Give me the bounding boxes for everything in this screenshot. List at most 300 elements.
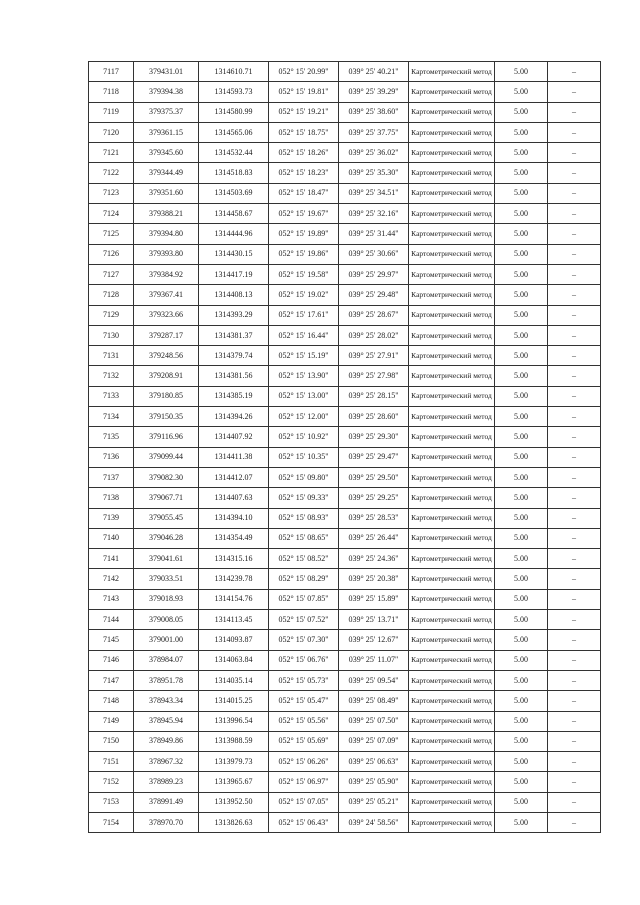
- cell-x-coordinate: 379287.17: [134, 325, 199, 345]
- table-row: [89, 447, 601, 467]
- cell-latitude: 052° 15' 05.73": [269, 670, 339, 690]
- cell-longitude: 039° 25' 09.54": [339, 670, 409, 690]
- cell-longitude: 039° 25' 15.89": [339, 589, 409, 609]
- cell-method: Картометрический метод: [409, 528, 495, 548]
- cell-point-number: 7146: [89, 650, 134, 670]
- cell-longitude: 039° 25' 05.21": [339, 792, 409, 812]
- cell-accuracy: 5.00: [495, 752, 548, 772]
- cell-longitude: 039° 25' 07.09": [339, 731, 409, 751]
- cell-point-number: 7131: [89, 346, 134, 366]
- cell-point-number: 7136: [89, 447, 134, 467]
- cell-x-coordinate: 379351.60: [134, 183, 199, 203]
- table-row: [89, 752, 601, 772]
- cell-y-coordinate: 1313988.59: [199, 731, 269, 751]
- cell-method: Картометрический метод: [409, 407, 495, 427]
- cell-y-coordinate: 1314315.16: [199, 549, 269, 569]
- cell-note: –: [548, 691, 601, 711]
- cell-accuracy: 5.00: [495, 589, 548, 609]
- cell-longitude: 039° 25' 36.02": [339, 143, 409, 163]
- cell-latitude: 052° 15' 06.43": [269, 812, 339, 832]
- cell-method: Картометрический метод: [409, 264, 495, 284]
- cell-method: Картометрический метод: [409, 711, 495, 731]
- cell-y-coordinate: 1314035.14: [199, 670, 269, 690]
- cell-point-number: 7126: [89, 244, 134, 264]
- cell-x-coordinate: 378991.49: [134, 792, 199, 812]
- cell-accuracy: 5.00: [495, 528, 548, 548]
- cell-point-number: 7127: [89, 264, 134, 284]
- cell-method: Картометрический метод: [409, 386, 495, 406]
- cell-x-coordinate: 378970.70: [134, 812, 199, 832]
- cell-x-coordinate: 379345.60: [134, 143, 199, 163]
- cell-longitude: 039° 25' 05.90": [339, 772, 409, 792]
- cell-x-coordinate: 379046.28: [134, 528, 199, 548]
- table-row: [89, 285, 601, 305]
- cell-accuracy: 5.00: [495, 62, 548, 82]
- cell-method: Картометрический метод: [409, 508, 495, 528]
- table-row: [89, 82, 601, 102]
- cell-x-coordinate: 379248.56: [134, 346, 199, 366]
- cell-y-coordinate: 1314407.92: [199, 427, 269, 447]
- cell-point-number: 7133: [89, 386, 134, 406]
- cell-method: Картометрический метод: [409, 630, 495, 650]
- cell-latitude: 052° 15' 08.52": [269, 549, 339, 569]
- cell-note: –: [548, 427, 601, 447]
- cell-latitude: 052° 15' 18.26": [269, 143, 339, 163]
- table-row: [89, 386, 601, 406]
- cell-accuracy: 5.00: [495, 691, 548, 711]
- cell-method: Картометрический метод: [409, 427, 495, 447]
- table-row: [89, 62, 601, 82]
- cell-note: –: [548, 325, 601, 345]
- cell-method: Картометрический метод: [409, 366, 495, 386]
- cell-latitude: 052° 15' 10.35": [269, 447, 339, 467]
- cell-longitude: 039° 25' 28.02": [339, 325, 409, 345]
- cell-x-coordinate: 379388.21: [134, 204, 199, 224]
- cell-accuracy: 5.00: [495, 447, 548, 467]
- cell-point-number: 7141: [89, 549, 134, 569]
- cell-accuracy: 5.00: [495, 386, 548, 406]
- cell-x-coordinate: 379082.30: [134, 467, 199, 487]
- cell-note: –: [548, 508, 601, 528]
- table-row: [89, 610, 601, 630]
- cell-note: –: [548, 752, 601, 772]
- cell-longitude: 039° 25' 12.67": [339, 630, 409, 650]
- cell-point-number: 7128: [89, 285, 134, 305]
- cell-accuracy: 5.00: [495, 610, 548, 630]
- cell-note: –: [548, 305, 601, 325]
- cell-point-number: 7145: [89, 630, 134, 650]
- cell-note: –: [548, 366, 601, 386]
- cell-note: –: [548, 528, 601, 548]
- cell-point-number: 7154: [89, 812, 134, 832]
- cell-accuracy: 5.00: [495, 325, 548, 345]
- cell-point-number: 7121: [89, 143, 134, 163]
- cell-x-coordinate: 379375.37: [134, 102, 199, 122]
- cell-longitude: 039° 24' 58.56": [339, 812, 409, 832]
- cell-note: –: [548, 204, 601, 224]
- cell-longitude: 039° 25' 20.38": [339, 569, 409, 589]
- cell-longitude: 039° 25' 07.50": [339, 711, 409, 731]
- table-row: [89, 488, 601, 508]
- table-row: [89, 122, 601, 142]
- cell-latitude: 052° 15' 19.58": [269, 264, 339, 284]
- cell-note: –: [548, 589, 601, 609]
- cell-note: –: [548, 711, 601, 731]
- cell-method: Картометрический метод: [409, 447, 495, 467]
- table-row: [89, 325, 601, 345]
- cell-x-coordinate: 378945.94: [134, 711, 199, 731]
- cell-note: –: [548, 610, 601, 630]
- table-row: [89, 731, 601, 751]
- cell-accuracy: 5.00: [495, 711, 548, 731]
- cell-latitude: 052° 15' 13.90": [269, 366, 339, 386]
- cell-accuracy: 5.00: [495, 163, 548, 183]
- cell-note: –: [548, 122, 601, 142]
- cell-method: Картометрический метод: [409, 305, 495, 325]
- cell-y-coordinate: 1314417.19: [199, 264, 269, 284]
- cell-note: –: [548, 264, 601, 284]
- cell-method: Картометрический метод: [409, 467, 495, 487]
- cell-point-number: 7118: [89, 82, 134, 102]
- cell-accuracy: 5.00: [495, 650, 548, 670]
- table-row: [89, 467, 601, 487]
- cell-method: Картометрический метод: [409, 325, 495, 345]
- cell-y-coordinate: 1314381.37: [199, 325, 269, 345]
- cell-y-coordinate: 1314093.87: [199, 630, 269, 650]
- cell-x-coordinate: 379367.41: [134, 285, 199, 305]
- cell-latitude: 052° 15' 07.85": [269, 589, 339, 609]
- cell-x-coordinate: 379393.80: [134, 244, 199, 264]
- cell-note: –: [548, 285, 601, 305]
- cell-latitude: 052° 15' 07.30": [269, 630, 339, 650]
- table-row: [89, 772, 601, 792]
- cell-accuracy: 5.00: [495, 427, 548, 447]
- cell-longitude: 039° 25' 29.97": [339, 264, 409, 284]
- cell-note: –: [548, 549, 601, 569]
- cell-x-coordinate: 379180.85: [134, 386, 199, 406]
- cell-x-coordinate: 379018.93: [134, 589, 199, 609]
- cell-x-coordinate: 378943.34: [134, 691, 199, 711]
- cell-longitude: 039° 25' 37.75": [339, 122, 409, 142]
- cell-accuracy: 5.00: [495, 102, 548, 122]
- cell-accuracy: 5.00: [495, 467, 548, 487]
- cell-latitude: 052° 15' 09.33": [269, 488, 339, 508]
- table-row: [89, 792, 601, 812]
- cell-y-coordinate: 1314393.29: [199, 305, 269, 325]
- cell-point-number: 7123: [89, 183, 134, 203]
- cell-y-coordinate: 1314411.38: [199, 447, 269, 467]
- cell-method: Картометрический метод: [409, 204, 495, 224]
- cell-x-coordinate: 378951.78: [134, 670, 199, 690]
- cell-point-number: 7135: [89, 427, 134, 447]
- table-row: [89, 508, 601, 528]
- cell-longitude: 039° 25' 29.47": [339, 447, 409, 467]
- cell-method: Картометрический метод: [409, 346, 495, 366]
- cell-method: Картометрический метод: [409, 143, 495, 163]
- cell-note: –: [548, 772, 601, 792]
- cell-x-coordinate: 379384.92: [134, 264, 199, 284]
- cell-longitude: 039° 25' 28.15": [339, 386, 409, 406]
- table-row: [89, 528, 601, 548]
- cell-point-number: 7149: [89, 711, 134, 731]
- cell-latitude: 052° 15' 07.05": [269, 792, 339, 812]
- cell-note: –: [548, 102, 601, 122]
- cell-accuracy: 5.00: [495, 204, 548, 224]
- cell-latitude: 052° 15' 06.26": [269, 752, 339, 772]
- cell-longitude: 039° 25' 39.29": [339, 82, 409, 102]
- cell-latitude: 052° 15' 09.80": [269, 467, 339, 487]
- cell-point-number: 7148: [89, 691, 134, 711]
- cell-latitude: 052° 15' 10.92": [269, 427, 339, 447]
- cell-method: Картометрический метод: [409, 82, 495, 102]
- cell-accuracy: 5.00: [495, 549, 548, 569]
- cell-latitude: 052° 15' 05.47": [269, 691, 339, 711]
- cell-note: –: [548, 792, 601, 812]
- cell-y-coordinate: 1314063.84: [199, 650, 269, 670]
- cell-x-coordinate: 379344.49: [134, 163, 199, 183]
- cell-note: –: [548, 163, 601, 183]
- cell-longitude: 039° 25' 35.30": [339, 163, 409, 183]
- cell-point-number: 7119: [89, 102, 134, 122]
- cell-longitude: 039° 25' 26.44": [339, 528, 409, 548]
- cell-x-coordinate: 379150.35: [134, 407, 199, 427]
- cell-y-coordinate: 1314593.73: [199, 82, 269, 102]
- cell-latitude: 052° 15' 18.23": [269, 163, 339, 183]
- cell-longitude: 039° 25' 38.60": [339, 102, 409, 122]
- cell-point-number: 7125: [89, 224, 134, 244]
- cell-longitude: 039° 25' 31.44": [339, 224, 409, 244]
- cell-accuracy: 5.00: [495, 285, 548, 305]
- cell-longitude: 039° 25' 11.07": [339, 650, 409, 670]
- cell-point-number: 7147: [89, 670, 134, 690]
- cell-method: Картометрический метод: [409, 589, 495, 609]
- cell-y-coordinate: 1314394.26: [199, 407, 269, 427]
- table-row: [89, 589, 601, 609]
- cell-latitude: 052° 15' 19.89": [269, 224, 339, 244]
- cell-accuracy: 5.00: [495, 82, 548, 102]
- cell-accuracy: 5.00: [495, 122, 548, 142]
- cell-longitude: 039° 25' 34.51": [339, 183, 409, 203]
- table-row: [89, 163, 601, 183]
- cell-accuracy: 5.00: [495, 792, 548, 812]
- cell-accuracy: 5.00: [495, 630, 548, 650]
- table-row: [89, 691, 601, 711]
- cell-longitude: 039° 25' 27.91": [339, 346, 409, 366]
- table-row: [89, 183, 601, 203]
- cell-longitude: 039° 25' 29.50": [339, 467, 409, 487]
- cell-x-coordinate: 379008.05: [134, 610, 199, 630]
- cell-point-number: 7124: [89, 204, 134, 224]
- cell-latitude: 052° 15' 12.00": [269, 407, 339, 427]
- cell-point-number: 7140: [89, 528, 134, 548]
- cell-y-coordinate: 1314239.78: [199, 569, 269, 589]
- cell-accuracy: 5.00: [495, 143, 548, 163]
- table-row: [89, 569, 601, 589]
- cell-latitude: 052° 15' 20.99": [269, 62, 339, 82]
- cell-accuracy: 5.00: [495, 569, 548, 589]
- cell-point-number: 7120: [89, 122, 134, 142]
- cell-y-coordinate: 1314408.13: [199, 285, 269, 305]
- cell-accuracy: 5.00: [495, 772, 548, 792]
- cell-latitude: 052° 15' 16.44": [269, 325, 339, 345]
- cell-y-coordinate: 1314407.63: [199, 488, 269, 508]
- cell-method: Картометрический метод: [409, 650, 495, 670]
- cell-note: –: [548, 569, 601, 589]
- cell-point-number: 7130: [89, 325, 134, 345]
- cell-x-coordinate: 379067.71: [134, 488, 199, 508]
- cell-longitude: 039° 25' 24.36": [339, 549, 409, 569]
- table-row: [89, 670, 601, 690]
- cell-latitude: 052° 15' 06.97": [269, 772, 339, 792]
- cell-method: Картометрический метод: [409, 772, 495, 792]
- table-row: [89, 407, 601, 427]
- cell-accuracy: 5.00: [495, 244, 548, 264]
- cell-note: –: [548, 467, 601, 487]
- cell-point-number: 7151: [89, 752, 134, 772]
- cell-note: –: [548, 447, 601, 467]
- cell-y-coordinate: 1314444.96: [199, 224, 269, 244]
- cell-longitude: 039° 25' 32.16": [339, 204, 409, 224]
- cell-point-number: 7153: [89, 792, 134, 812]
- cell-y-coordinate: 1313952.50: [199, 792, 269, 812]
- cell-longitude: 039° 25' 28.60": [339, 407, 409, 427]
- cell-latitude: 052° 15' 15.19": [269, 346, 339, 366]
- cell-point-number: 7139: [89, 508, 134, 528]
- cell-longitude: 039° 25' 30.66": [339, 244, 409, 264]
- cell-latitude: 052° 15' 08.65": [269, 528, 339, 548]
- cell-method: Картометрический метод: [409, 183, 495, 203]
- cell-method: Картометрический метод: [409, 549, 495, 569]
- cell-accuracy: 5.00: [495, 346, 548, 366]
- table-row: [89, 427, 601, 447]
- cell-accuracy: 5.00: [495, 508, 548, 528]
- cell-longitude: 039° 25' 08.49": [339, 691, 409, 711]
- cell-note: –: [548, 143, 601, 163]
- cell-point-number: 7152: [89, 772, 134, 792]
- cell-point-number: 7144: [89, 610, 134, 630]
- cell-point-number: 7117: [89, 62, 134, 82]
- cell-y-coordinate: 1314610.71: [199, 62, 269, 82]
- cell-note: –: [548, 386, 601, 406]
- cell-y-coordinate: 1314518.83: [199, 163, 269, 183]
- cell-x-coordinate: 379394.38: [134, 82, 199, 102]
- cell-x-coordinate: 379099.44: [134, 447, 199, 467]
- cell-longitude: 039° 25' 29.30": [339, 427, 409, 447]
- cell-note: –: [548, 731, 601, 751]
- cell-x-coordinate: 379041.61: [134, 549, 199, 569]
- cell-latitude: 052° 15' 06.76": [269, 650, 339, 670]
- table-row: [89, 366, 601, 386]
- cell-method: Картометрический метод: [409, 752, 495, 772]
- cell-point-number: 7134: [89, 407, 134, 427]
- cell-x-coordinate: 378989.23: [134, 772, 199, 792]
- cell-accuracy: 5.00: [495, 407, 548, 427]
- cell-y-coordinate: 1313979.73: [199, 752, 269, 772]
- cell-y-coordinate: 1314381.56: [199, 366, 269, 386]
- cell-x-coordinate: 379033.51: [134, 569, 199, 589]
- table-row: [89, 224, 601, 244]
- cell-x-coordinate: 378967.32: [134, 752, 199, 772]
- cell-latitude: 052° 15' 07.52": [269, 610, 339, 630]
- cell-point-number: 7150: [89, 731, 134, 751]
- cell-note: –: [548, 812, 601, 832]
- cell-longitude: 039° 25' 29.25": [339, 488, 409, 508]
- table-row: [89, 305, 601, 325]
- cell-y-coordinate: 1314532.44: [199, 143, 269, 163]
- cell-y-coordinate: 1314379.74: [199, 346, 269, 366]
- cell-accuracy: 5.00: [495, 264, 548, 284]
- cell-method: Картометрический метод: [409, 569, 495, 589]
- cell-note: –: [548, 630, 601, 650]
- cell-longitude: 039° 25' 40.21": [339, 62, 409, 82]
- cell-y-coordinate: 1314394.10: [199, 508, 269, 528]
- cell-latitude: 052° 15' 05.56": [269, 711, 339, 731]
- cell-y-coordinate: 1314354.49: [199, 528, 269, 548]
- cell-longitude: 039° 25' 28.67": [339, 305, 409, 325]
- cell-method: Картометрический метод: [409, 102, 495, 122]
- cell-latitude: 052° 15' 19.21": [269, 102, 339, 122]
- cell-note: –: [548, 488, 601, 508]
- cell-x-coordinate: 379116.96: [134, 427, 199, 447]
- cell-x-coordinate: 379394.80: [134, 224, 199, 244]
- cell-point-number: 7137: [89, 467, 134, 487]
- table-row: [89, 650, 601, 670]
- cell-method: Картометрический метод: [409, 488, 495, 508]
- cell-method: Картометрический метод: [409, 610, 495, 630]
- table-row: [89, 812, 601, 832]
- cell-latitude: 052° 15' 19.86": [269, 244, 339, 264]
- cell-latitude: 052° 15' 19.81": [269, 82, 339, 102]
- cell-longitude: 039° 25' 28.53": [339, 508, 409, 528]
- cell-y-coordinate: 1314412.07: [199, 467, 269, 487]
- coordinates-table: [88, 61, 601, 833]
- cell-method: Картометрический метод: [409, 285, 495, 305]
- cell-note: –: [548, 82, 601, 102]
- table-row: [89, 143, 601, 163]
- cell-latitude: 052° 15' 18.75": [269, 122, 339, 142]
- cell-y-coordinate: 1314503.69: [199, 183, 269, 203]
- cell-latitude: 052° 15' 18.47": [269, 183, 339, 203]
- cell-accuracy: 5.00: [495, 488, 548, 508]
- cell-method: Картометрический метод: [409, 812, 495, 832]
- cell-latitude: 052° 15' 05.69": [269, 731, 339, 751]
- cell-note: –: [548, 244, 601, 264]
- cell-y-coordinate: 1314458.67: [199, 204, 269, 224]
- cell-accuracy: 5.00: [495, 224, 548, 244]
- cell-y-coordinate: 1313996.54: [199, 711, 269, 731]
- cell-note: –: [548, 224, 601, 244]
- cell-latitude: 052° 15' 13.00": [269, 386, 339, 406]
- cell-latitude: 052° 15' 08.93": [269, 508, 339, 528]
- table-row: [89, 549, 601, 569]
- cell-note: –: [548, 346, 601, 366]
- cell-point-number: 7138: [89, 488, 134, 508]
- cell-method: Картометрический метод: [409, 163, 495, 183]
- cell-method: Картометрический метод: [409, 244, 495, 264]
- cell-point-number: 7143: [89, 589, 134, 609]
- cell-x-coordinate: 379055.45: [134, 508, 199, 528]
- cell-y-coordinate: 1314580.99: [199, 102, 269, 122]
- cell-method: Картометрический метод: [409, 62, 495, 82]
- cell-note: –: [548, 407, 601, 427]
- cell-y-coordinate: 1314113.45: [199, 610, 269, 630]
- cell-point-number: 7132: [89, 366, 134, 386]
- cell-x-coordinate: 379208.91: [134, 366, 199, 386]
- cell-method: Картометрический метод: [409, 792, 495, 812]
- cell-x-coordinate: 378984.07: [134, 650, 199, 670]
- table-row: [89, 102, 601, 122]
- cell-accuracy: 5.00: [495, 812, 548, 832]
